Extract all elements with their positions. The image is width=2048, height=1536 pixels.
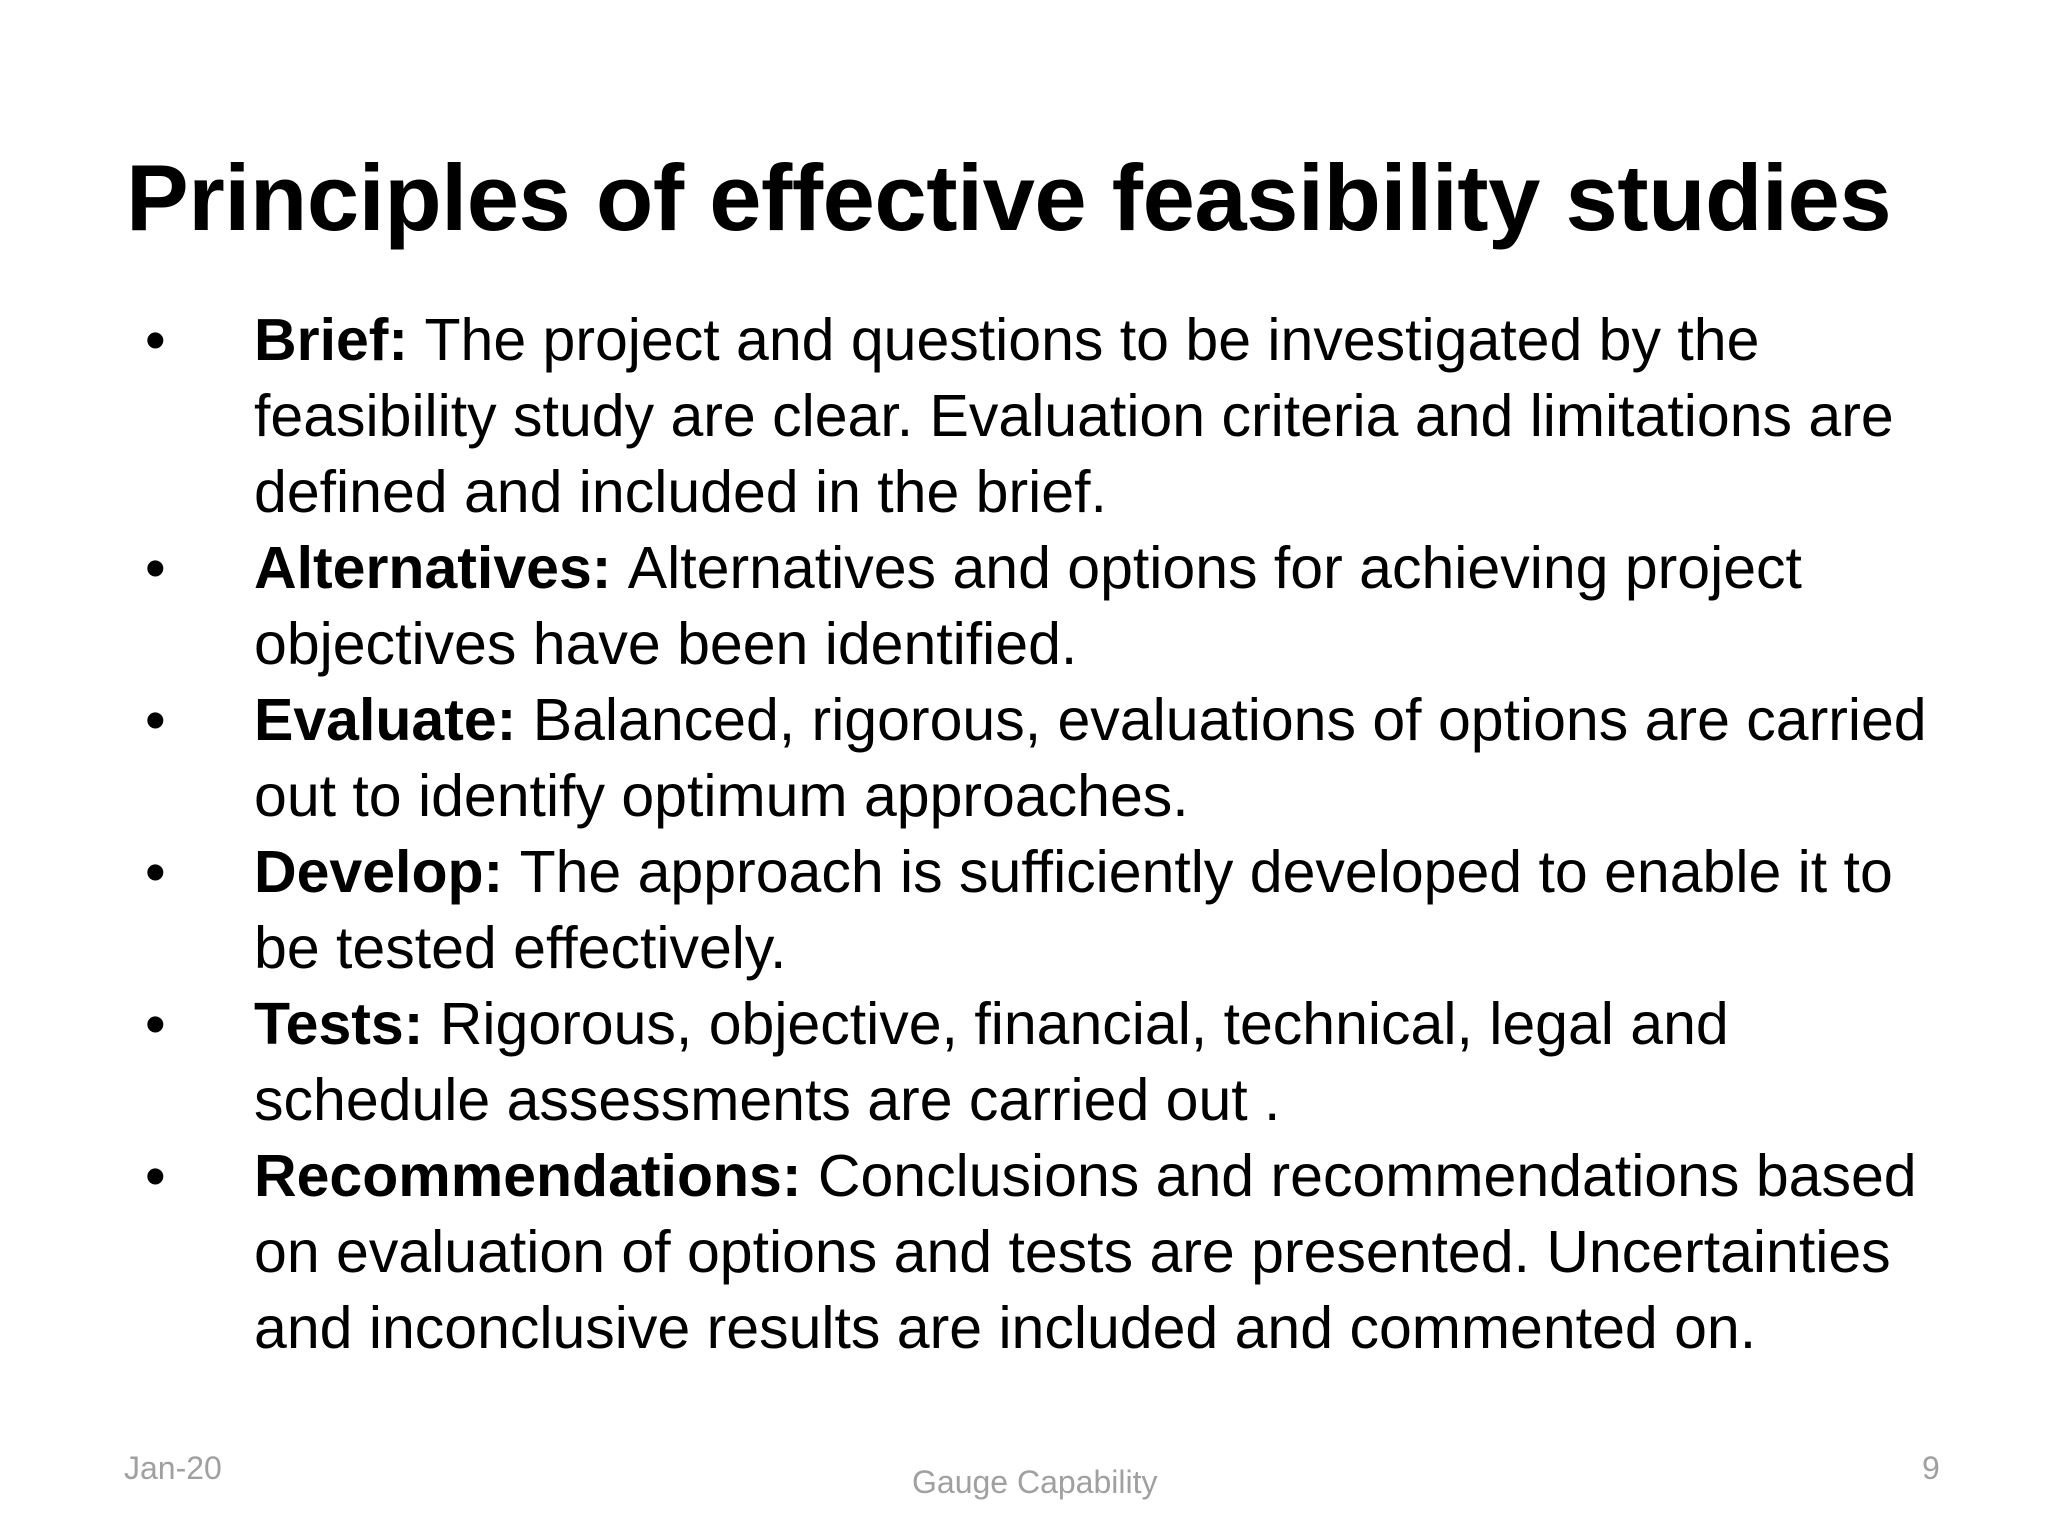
bullet-text: Alternatives and options for achieving project objectives have been identified. xyxy=(254,535,1802,677)
bullet-item-brief xyxy=(145,302,1945,530)
bullet-text: Conclusions and recommendations based on evaluation of options and tests are presented. Uncertainties and inconclusive results are included and commented on. xyxy=(254,1143,1917,1361)
bullet-icon: • xyxy=(145,687,166,753)
bullet-list xyxy=(145,302,1945,1366)
bullet-item-evaluate xyxy=(145,682,1945,834)
slide-title: Principles of effective feasibility studies xyxy=(126,145,1892,250)
footer-page-number: 9 xyxy=(1922,1450,1940,1486)
bullet-term: Alternatives: xyxy=(254,535,628,601)
bullet-term: Develop: xyxy=(254,839,520,905)
bullet-term: Evaluate: xyxy=(254,687,533,753)
bullet-icon: • xyxy=(145,839,166,905)
footer-date: Jan-20 xyxy=(124,1450,222,1486)
bullet-text: Rigorous, objective, financial, technical, legal and schedule assessments are carried out . xyxy=(254,991,1729,1133)
bullet-item-alternatives xyxy=(145,530,1945,682)
footer-center-text: Gauge Capability xyxy=(912,1464,1158,1500)
bullet-term: Tests: xyxy=(254,991,440,1057)
bullet-text: The project and questions to be investigated by the feasibility study are clear. Evaluation criteria and limitations are defined and included in the brief. xyxy=(254,307,1894,525)
bullet-term: Recommendations: xyxy=(254,1143,818,1209)
bullet-text: The approach is sufficiently developed to enable it to be tested effectively. xyxy=(254,839,1893,981)
bullet-item-tests xyxy=(145,986,1945,1138)
bullet-item-develop xyxy=(145,834,1945,986)
bullet-icon: • xyxy=(145,1143,166,1209)
bullet-icon: • xyxy=(145,307,166,373)
bullet-item-recommendations xyxy=(145,1138,1945,1366)
bullet-icon: • xyxy=(145,991,166,1057)
bullet-term: Brief: xyxy=(254,307,425,373)
bullet-text: Balanced, rigorous, evaluations of options are carried out to identify optimum approaches. xyxy=(254,687,1927,829)
bullet-icon: • xyxy=(145,535,166,601)
